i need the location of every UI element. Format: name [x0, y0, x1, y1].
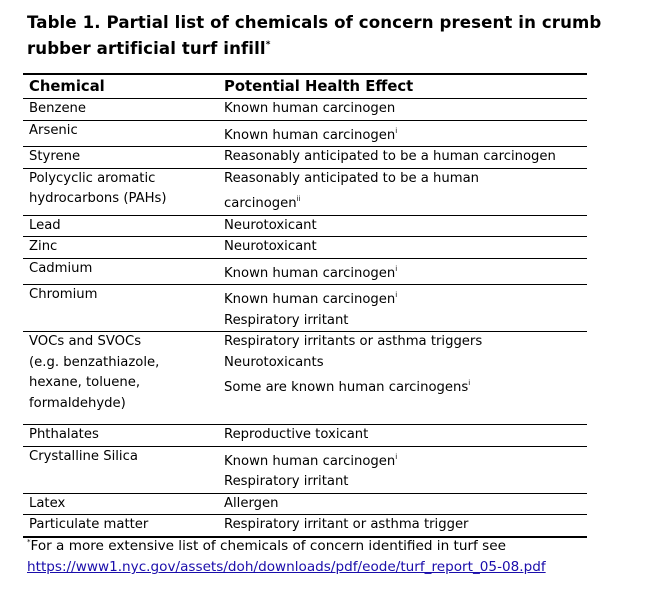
chemical-name-line: Lead	[29, 217, 61, 233]
health-effect-text: carcinogen	[224, 196, 297, 211]
health-effect-line	[224, 353, 587, 374]
chemical-cell	[23, 169, 224, 215]
health-effect-line	[224, 285, 587, 311]
health-effect-text: Neurotoxicant	[224, 217, 317, 233]
chemical-name-line: formaldehyde)	[29, 395, 126, 411]
health-effect-cell	[224, 259, 587, 285]
health-effect-text: Allergen	[224, 495, 279, 511]
health-effect-line	[224, 472, 587, 493]
chemical-name-line: Polycyclic aromatic	[29, 170, 156, 186]
table-row	[23, 169, 587, 216]
health-effect-line	[224, 311, 587, 332]
health-effect-text: Reasonably anticipated to be a human	[224, 170, 480, 186]
health-effect-line	[224, 147, 587, 168]
chemical-cell	[23, 147, 224, 168]
table-row	[23, 447, 587, 494]
chemical-name-line: Latex	[29, 495, 66, 511]
chemical-name-line: hydrocarbons (PAHs)	[29, 191, 167, 206]
chemical-name-line: Phthalates	[29, 427, 99, 442]
chemical-name-line: Particulate matter	[29, 517, 149, 532]
health-effect-line	[224, 99, 587, 120]
chemical-name-line: Arsenic	[29, 122, 78, 138]
health-effect-line	[224, 494, 587, 515]
chemical-cell	[23, 216, 224, 237]
chemical-cell	[23, 332, 224, 414]
table-row	[23, 425, 587, 447]
table-row	[23, 237, 587, 259]
chemical-name-line: Cadmium	[29, 260, 93, 276]
health-effect-line	[224, 447, 587, 473]
table-row	[23, 285, 587, 332]
health-effect-text: Reproductive toxicant	[224, 427, 369, 442]
chemical-name-line: Chromium	[29, 287, 98, 302]
chemical-name-line: Zinc	[29, 239, 58, 254]
health-effect-text: Respiratory irritants or asthma triggers	[224, 334, 483, 349]
chemical-cell	[23, 447, 224, 493]
health-effect-cell	[224, 169, 587, 215]
chemicals-table	[23, 73, 587, 538]
health-effect-cell	[224, 425, 587, 446]
chemical-name-line: hexane, toluene,	[29, 375, 141, 390]
health-effect-text: Respiratory irritant	[224, 312, 349, 328]
health-effect-text: Neurotoxicants	[224, 354, 324, 370]
health-effect-text: Neurotoxicant	[224, 239, 317, 254]
title-footnote-mark: *	[265, 40, 271, 50]
turf-report-link[interactable]: https://www1.nyc.gov/assets/doh/downloads/pdf/eode/turf_report_05-08.pdf	[27, 559, 546, 575]
reference-superscript: i	[395, 452, 398, 461]
health-effect-text: Respiratory irritant or asthma trigger	[224, 517, 469, 532]
health-effect-text: Known human carcinogen	[224, 101, 396, 116]
health-effect-cell	[224, 494, 587, 515]
header-health-effect: Potential Health Effect	[224, 78, 414, 95]
health-effect-cell	[224, 99, 587, 120]
health-effect-line	[224, 332, 587, 353]
health-effect-line	[224, 373, 587, 399]
health-effect-cell	[224, 147, 587, 168]
header-chemical: Chemical	[29, 78, 105, 95]
table-row	[23, 121, 587, 148]
health-effect-cell	[224, 332, 587, 414]
table-title	[27, 12, 637, 60]
health-effect-text: Some are known human carcinogens	[224, 380, 469, 395]
reference-superscript: i	[395, 264, 398, 273]
health-effect-line	[224, 216, 587, 237]
health-effect-line	[224, 237, 587, 258]
health-effect-cell	[224, 285, 587, 331]
footnote	[27, 532, 627, 578]
footnote-text: For a more extensive list of chemicals of concern identified in turf see	[30, 538, 506, 554]
table-row	[23, 332, 587, 425]
chemical-cell	[23, 425, 224, 446]
health-effect-text: Known human carcinogen	[224, 127, 396, 143]
table-title-text: Table 1. Partial list of chemicals of concern present in crumb rubber artificial turf infill	[27, 13, 602, 58]
health-effect-cell	[224, 447, 587, 493]
health-effect-line	[224, 169, 587, 190]
health-effect-cell	[224, 121, 587, 147]
table-row	[23, 494, 587, 516]
health-effect-line	[224, 121, 587, 147]
table-row	[23, 147, 587, 169]
health-effect-text: Reasonably anticipated to be a human carcinogen	[224, 149, 556, 164]
health-effect-text: Known human carcinogen	[224, 265, 396, 281]
table-row	[23, 99, 587, 121]
chemical-name-line: Benzene	[29, 101, 87, 116]
health-effect-line	[224, 425, 587, 446]
table-row	[23, 259, 587, 286]
health-effect-text: Known human carcinogen	[224, 292, 396, 307]
chemical-cell	[23, 259, 224, 285]
health-effect-line	[224, 259, 587, 285]
reference-superscript: i	[395, 126, 398, 135]
chemical-name-line: Crystalline Silica	[29, 448, 138, 464]
health-effect-line	[224, 189, 587, 215]
chemical-cell	[23, 494, 224, 515]
table-header-row	[23, 73, 587, 99]
reference-superscript: i	[468, 379, 471, 387]
reference-superscript: i	[395, 291, 398, 299]
chemical-cell	[23, 285, 224, 331]
chemical-name-line: VOCs and SVOCs	[29, 334, 142, 349]
footnote-mark: *	[27, 538, 31, 546]
table-row	[23, 216, 587, 238]
chemical-cell	[23, 121, 224, 147]
chemical-name-line: (e.g. benzathiazole,	[29, 354, 160, 370]
health-effect-cell	[224, 216, 587, 237]
health-effect-text: Known human carcinogen	[224, 453, 396, 469]
reference-superscript: ii	[296, 195, 301, 203]
health-effect-cell	[224, 237, 587, 258]
health-effect-text: Respiratory irritant	[224, 474, 349, 489]
chemical-name-line: Styrene	[29, 149, 81, 164]
chemical-cell	[23, 99, 224, 120]
chemical-cell	[23, 237, 224, 258]
